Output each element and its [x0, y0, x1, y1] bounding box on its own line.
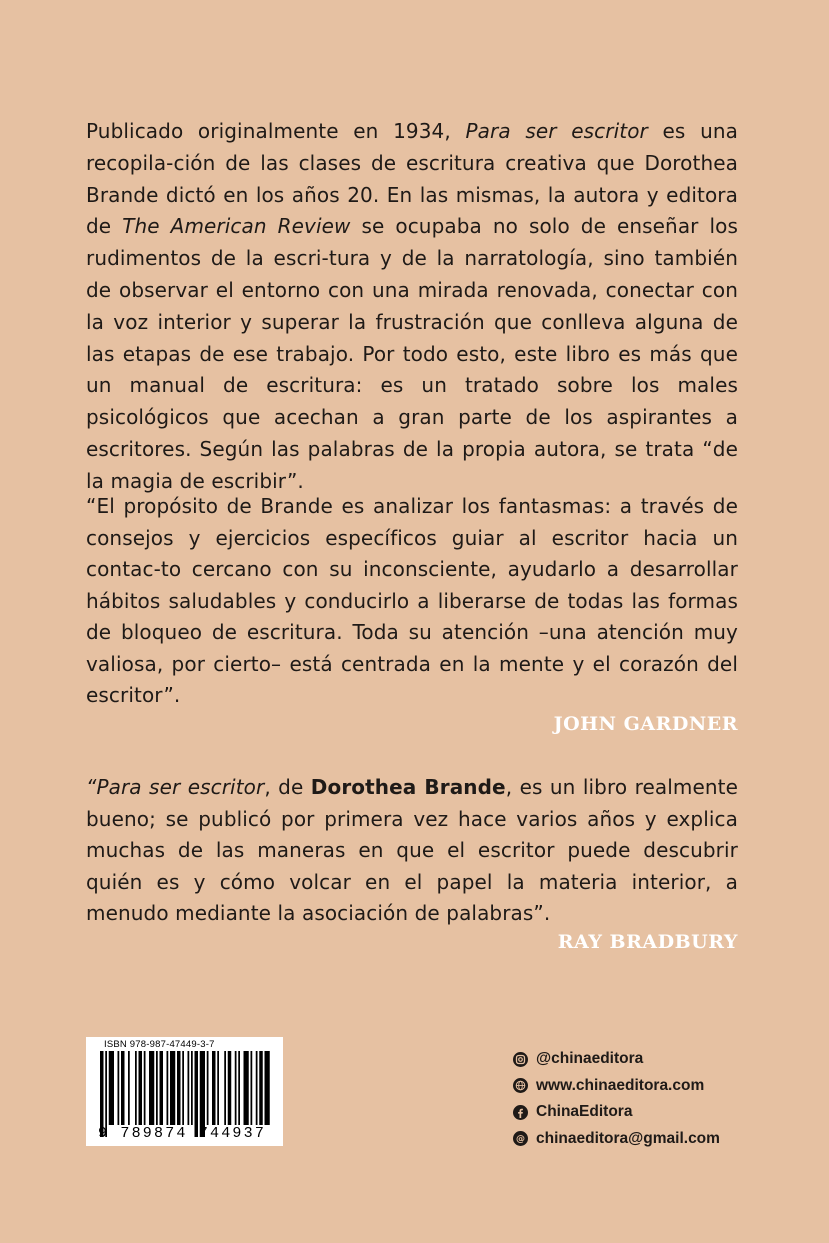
svg-text:@: @ — [516, 1134, 525, 1145]
at-icon — [513, 1131, 528, 1146]
gardner-attribution: JOHN GARDNER — [553, 713, 738, 735]
barcode-bar — [251, 1051, 253, 1125]
barcode-bar — [238, 1051, 240, 1125]
facebook-icon — [513, 1105, 528, 1120]
barcode-bar — [228, 1051, 232, 1125]
bradbury-quote-text-b: , es un libro realmente bueno; se publicó por primera vez hace varios años y explica muchas de las maneras en que el escritor puede descubrir quién es y cómo volcar en el papel la materia interior, a menudo mediante la asociación de palabras”. — [86, 775, 738, 925]
bradbury-attribution: RAY BRADBURY — [557, 931, 738, 953]
bradbury-quote-text-a: , de — [264, 775, 311, 799]
bradbury-quote-book-title: “Para ser escritor — [86, 775, 265, 799]
barcode-bar — [118, 1051, 120, 1125]
contact-facebook[interactable] — [513, 1099, 720, 1126]
barcode-bar — [182, 1051, 184, 1125]
isbn-digits: 9 789874 744937 — [98, 1125, 267, 1142]
barcode-bar — [144, 1051, 146, 1125]
isbn-barcode — [86, 1037, 283, 1146]
contact-instagram[interactable] — [513, 1046, 720, 1073]
barcode-bar — [244, 1051, 249, 1125]
barcode-bar — [109, 1051, 114, 1125]
synopsis-text-start: Publicado originalmente en 1934, — [86, 119, 466, 143]
barcode-bar — [156, 1051, 158, 1125]
contact-list — [513, 1046, 720, 1152]
barcode-bar — [191, 1051, 193, 1125]
contact-email-text: chinaeditora@gmail.com — [536, 1129, 720, 1147]
contact-website[interactable] — [513, 1073, 720, 1100]
barcode-bar — [167, 1051, 169, 1125]
contact-website-text: www.chinaeditora.com — [536, 1076, 705, 1094]
bradbury-quote-author-name: Dorothea Brande — [310, 775, 506, 799]
contact-instagram-text: @chinaeditora — [536, 1050, 644, 1068]
barcode-bar — [212, 1051, 216, 1125]
bradbury-quote — [86, 772, 738, 930]
barcode-bar — [188, 1051, 190, 1125]
barcode-bar — [235, 1051, 237, 1125]
contact-email[interactable] — [513, 1126, 720, 1153]
barcode-bar — [259, 1051, 263, 1125]
barcode-bar — [160, 1051, 164, 1125]
synopsis-text-end: se ocupaba no solo de enseñar los rudimentos de la escri-tura y de la narratología, sino también de observar el entorno con una mirada renovada, conectar con la voz interior y superar la frustración que conlleva alguna de las etapas de ese trabajo. Por todo esto, este libro es más que un manual de escritura: es un tratado sobre los males psicológicos que acechan a gran parte de los aspirantes a escritores. Según las palabras de la propia autora, se trata “de la magia de escribir”. — [86, 214, 738, 493]
barcode-bar — [139, 1051, 143, 1125]
barcode-bar — [170, 1051, 175, 1125]
barcode-bar — [177, 1051, 181, 1125]
synopsis-text-middle: es una recopila-ción de las clases de escritura creativa que Dorothea Brande dictó en los años 20. En las mismas, la autora y editora de — [86, 119, 738, 239]
isbn-label: ISBN 978-987-47449-3-7 — [104, 1039, 215, 1050]
barcode-bar — [256, 1051, 258, 1125]
instagram-icon — [513, 1052, 528, 1067]
barcode-bar — [217, 1051, 219, 1125]
globe-icon — [513, 1078, 528, 1093]
magazine-title: The American Review — [122, 214, 351, 239]
contact-facebook-text: ChinaEditora — [536, 1103, 633, 1121]
barcode-bar — [207, 1051, 209, 1125]
barcode-bar — [128, 1051, 130, 1125]
barcode-bar — [265, 1051, 270, 1125]
barcode-bar — [149, 1051, 154, 1125]
book-title: Para ser escritor — [465, 119, 648, 143]
synopsis-paragraph — [86, 116, 738, 498]
barcode-bar — [121, 1051, 125, 1125]
barcode-bar — [135, 1051, 137, 1125]
barcode-bar — [224, 1051, 226, 1125]
gardner-quote: “El propósito de Brande es analizar los fantasmas: a través de consejos y ejercicios específicos guiar al escritor hacia un contac-to cercano con su inconsciente, ayudarlo a desarrollar hábitos saludables y conducirlo a liberarse de todas las formas de bloqueo de escritura. Toda su atención –una atención muy valiosa, por cierto– está centrada en la mente y el corazón del escritor”. — [86, 494, 738, 707]
